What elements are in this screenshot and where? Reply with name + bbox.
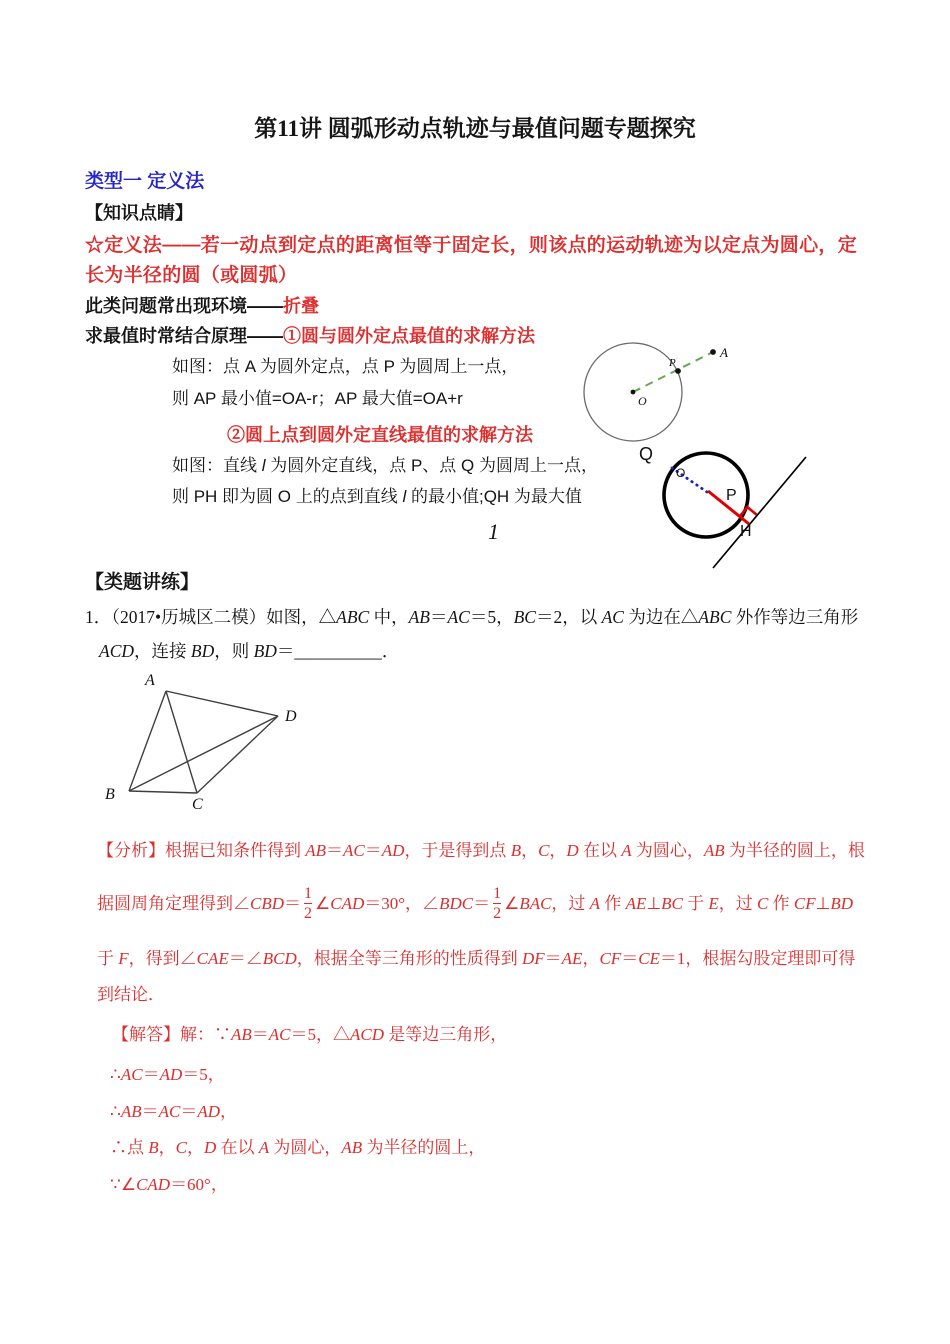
right-angle-mark <box>740 507 757 516</box>
vertex-label-A: A <box>145 672 155 689</box>
question1-line1: 1．（2017•历城区二模）如图，△ABC 中，AB＝AC＝5，BC＝2，以 AC 为边在△ABC 外作等边三角形 <box>85 607 859 627</box>
analysis-line2-part-a: 据圆周角定理得到∠CBD＝ <box>97 893 301 913</box>
analysis-line1: 【分析】根据已知条件得到 AB＝AC＝AD，于是得到点 B，C，D 在以 A 为圆心，AB 为半径的圆上，根 <box>97 841 865 860</box>
analysis-line2 <box>97 872 853 936</box>
solution-line1: 【解答】解：∵AB＝AC＝5，△ACD 是等边三角形， <box>112 1025 508 1044</box>
definition-line-2: 长为半径的圆（或圆弧） <box>85 265 298 286</box>
solution-line2: ∴AC＝AD＝5， <box>110 1065 225 1084</box>
page-number: 1 <box>488 519 499 544</box>
environment-line <box>85 295 319 318</box>
analysis-line2-part-c: ∠BAC，过 A 作 AE⊥BC 于 E，过 C 作 CF⊥BD <box>504 893 854 913</box>
fraction-one-half-2 <box>493 886 501 923</box>
page-title: 第11讲 圆弧形动点轨迹与最值问题专题探究 <box>254 116 696 141</box>
principle-method-2: ②圆上点到圆外定直线最值的求解方法 <box>227 425 533 445</box>
principle-line <box>85 325 535 348</box>
center-dot-O <box>631 390 636 395</box>
environment-label: 此类问题常出现环境—— <box>85 296 283 316</box>
fraction-denominator-2: 2 <box>493 904 502 922</box>
definition-line-1: ☆定义法——若一动点到定点的距离恒等于固定长，则该点的运动轨迹为以定点为圆心，定 <box>85 235 858 256</box>
label-P: P <box>669 357 676 369</box>
label-A: A <box>720 345 728 360</box>
figure1-caption-line1: 如图：点 A 为圆外定点，点 P 为圆周上一点， <box>172 357 519 376</box>
analysis-line4: 到结论． <box>97 985 165 1004</box>
environment-keyword: 折叠 <box>283 296 319 316</box>
label-P-2: P <box>726 487 737 504</box>
practice-header: 【类题讲练】 <box>85 572 200 593</box>
fraction-denominator: 2 <box>304 904 312 922</box>
figure2-caption-line2: 则 PH 即为圆 O 上的点到直线 l 的最小值;QH 为最大值 <box>172 487 582 506</box>
vertex-label-B: B <box>105 786 115 803</box>
question1-line2: ACD，连接 BD，则 BD＝__________． <box>99 641 400 661</box>
fraction-one-half <box>304 886 312 923</box>
analysis-line3: 于 F，得到∠CAE＝∠BCD，根据全等三角形的性质得到 DF＝AE，CF＝CE＝1，根据勾股定理即可得 <box>97 949 856 968</box>
point-dot-A <box>710 349 716 355</box>
circle-diagrams <box>560 330 880 580</box>
analysis-line2-part-b: ∠CAD＝30°，∠BDC＝ <box>315 893 491 913</box>
label-Q: Q <box>639 444 654 464</box>
label-O-2: O <box>676 466 686 480</box>
line-l <box>713 457 806 568</box>
fraction-numerator-2: 1 <box>493 884 502 902</box>
principle-method-1: ①圆与圆外定点最值的求解方法 <box>283 326 535 346</box>
figure2-caption-line1: 如图：直线 l 为圆外定直线，点 P、点 Q 为圆周上一点， <box>172 456 598 475</box>
label-H: H <box>740 523 752 540</box>
solution-line5: ∵∠CAD＝60°， <box>110 1175 228 1194</box>
triangle-edges <box>129 691 278 793</box>
vertex-label-D: D <box>285 708 297 725</box>
vertex-label-C: C <box>192 796 203 813</box>
solution-line4: ∴点 B，C，D 在以 A 为圆心，AB 为半径的圆上， <box>110 1138 486 1157</box>
point-dot-P <box>675 368 681 374</box>
principle-label: 求最值时常结合原理—— <box>85 326 283 346</box>
triangle-figure <box>95 668 325 818</box>
section-heading-type1: 类型一 定义法 <box>85 171 205 192</box>
solution-line3: ∴AB＝AC＝AD， <box>110 1102 238 1121</box>
fraction-numerator: 1 <box>304 884 312 902</box>
knowledge-points-header: 【知识点睛】 <box>85 203 193 223</box>
label-O: O <box>638 394 647 408</box>
figure1-caption-line2: 则 AP 最小值=OA-r；AP 最大值=OA+r <box>172 389 463 408</box>
